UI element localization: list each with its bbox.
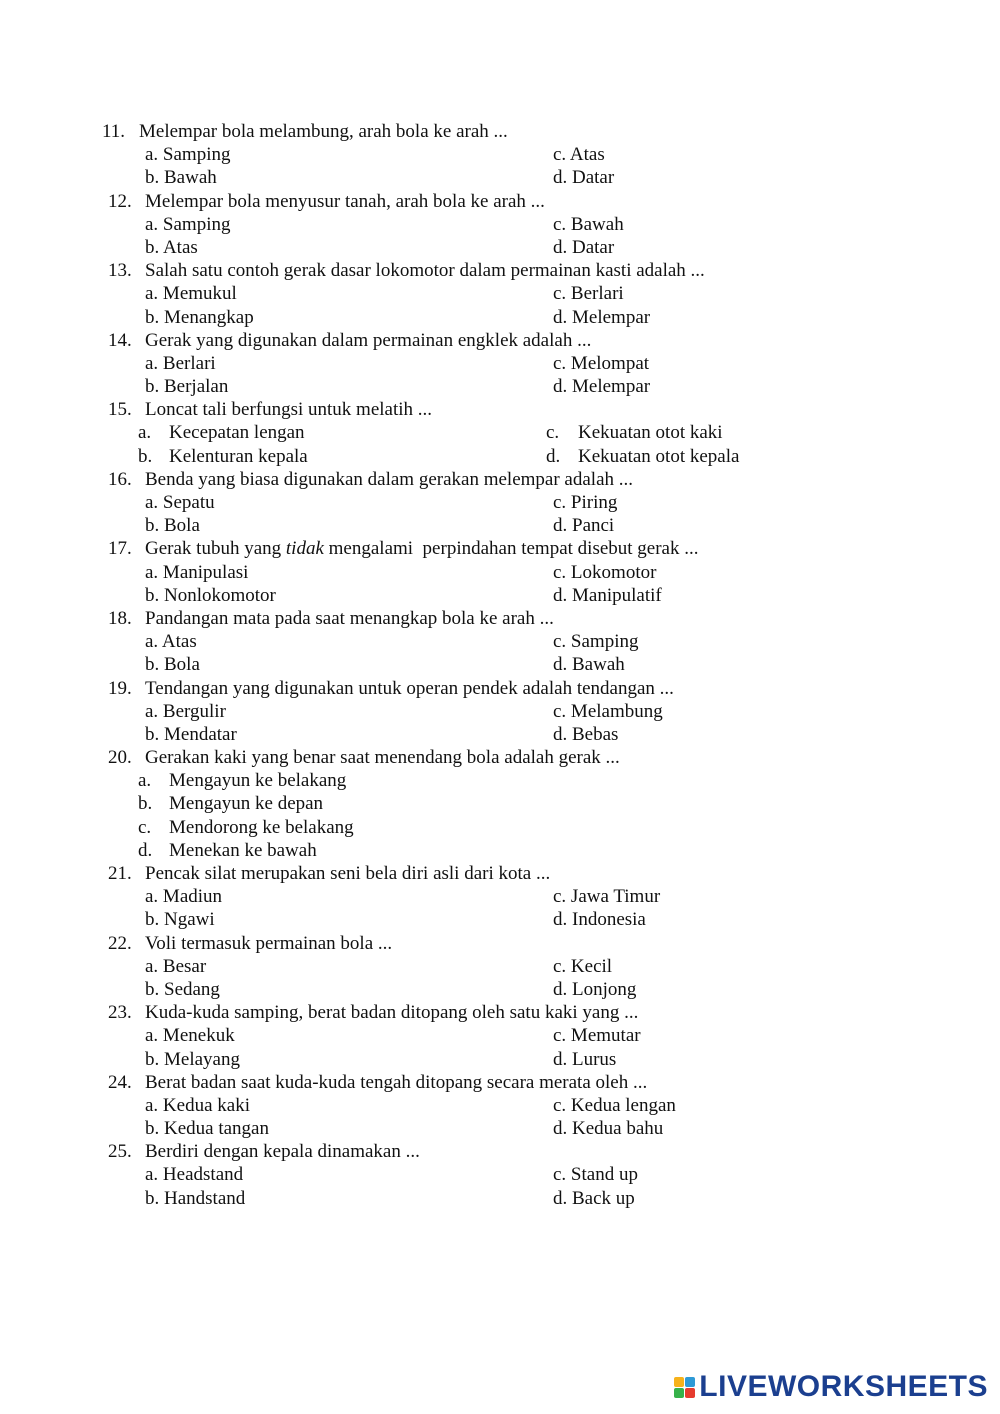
option-a[interactable]: a. Besar xyxy=(145,955,207,977)
option-a[interactable]: a. Memukul xyxy=(145,283,237,305)
option-b[interactable]: b. Nonlokomotor xyxy=(145,584,276,606)
option-c[interactable]: c. Samping xyxy=(553,631,639,653)
option-c[interactable]: c. Lokomotor xyxy=(553,561,657,583)
option-a[interactable]: a. Samping xyxy=(145,144,231,166)
option-text: Mendorong ke belakang xyxy=(169,816,354,838)
question-text: Gerakan kaki yang benar saat menendang bola adalah gerak ... xyxy=(145,747,620,769)
question-number: 18. xyxy=(108,607,132,629)
option-a[interactable]: a. Samping xyxy=(145,213,231,235)
question-text-part: mengalami perpindahan tempat disebut gerak ... xyxy=(323,538,699,560)
question-17 xyxy=(0,537,1000,607)
question-text-part: Gerak tubuh yang xyxy=(145,538,286,560)
option-label: c. xyxy=(546,422,560,444)
option-c[interactable]: c. Stand up xyxy=(553,1164,638,1186)
question-24 xyxy=(0,1071,1000,1141)
option-d[interactable] xyxy=(546,445,739,468)
question-number: 13. xyxy=(108,260,132,282)
option-d[interactable]: d. Panci xyxy=(553,515,615,537)
option-a[interactable]: a. Manipulasi xyxy=(145,561,249,583)
question-22 xyxy=(0,932,1000,1002)
question-20 xyxy=(0,746,1000,862)
question-25 xyxy=(0,1140,1000,1210)
option-d[interactable]: d. Bawah xyxy=(553,654,625,676)
option-label: d. xyxy=(546,445,561,467)
question-text: Pencak silat merupakan seni bela diri asli dari kota ... xyxy=(145,863,551,884)
option-a[interactable]: a. Headstand xyxy=(145,1164,244,1186)
option-b[interactable]: b. Kedua tangan xyxy=(145,1118,269,1140)
option-text: Mengayun ke depan xyxy=(169,793,324,815)
option-c[interactable]: c. Melompat xyxy=(553,352,650,374)
option-b[interactable]: b. Bola xyxy=(145,515,200,537)
option-c[interactable]: c. Kedua lengan xyxy=(553,1094,676,1116)
option-label: b. xyxy=(138,793,153,815)
question-text: Melempar bola menyusur tanah, arah bola ke arah ... xyxy=(145,190,545,212)
brand-text: LIVEWORKSHEETS xyxy=(699,1370,988,1403)
option-label: b. xyxy=(138,445,153,467)
question-15 xyxy=(0,398,1000,468)
option-a[interactable]: a. Madiun xyxy=(145,886,223,908)
question-number: 17. xyxy=(108,538,132,560)
option-c[interactable] xyxy=(546,421,723,444)
question-number: 16. xyxy=(108,468,132,490)
question-number: 20. xyxy=(108,747,132,769)
question-number: 21. xyxy=(108,863,132,884)
question-11 xyxy=(0,120,1000,190)
question-number: 22. xyxy=(108,932,132,954)
question-text: Loncat tali berfungsi untuk melatih ... xyxy=(145,399,433,421)
option-a[interactable]: a. Atas xyxy=(145,631,197,653)
question-text: Berdiri dengan kepala dinamakan ... xyxy=(145,1141,420,1163)
option-d[interactable]: d. Melempar xyxy=(553,376,651,398)
question-number: 25. xyxy=(108,1141,132,1163)
question-text: Benda yang biasa digunakan dalam gerakan melempar adalah ... xyxy=(145,468,633,490)
question-number: 23. xyxy=(108,1002,132,1024)
question-21 xyxy=(0,862,1000,932)
option-b[interactable]: b. Handstand xyxy=(145,1187,246,1209)
question-text: Pandangan mata pada saat menangkap bola ke arah ... xyxy=(145,607,554,629)
option-label: d. xyxy=(138,839,153,861)
question-number: 11. xyxy=(102,121,126,142)
option-d[interactable]: d. Lurus xyxy=(553,1048,617,1070)
option-a[interactable]: a. Bergulir xyxy=(145,700,226,722)
option-c[interactable]: c. Atas xyxy=(553,144,605,166)
option-c[interactable]: c. Berlari xyxy=(553,283,624,305)
option-d[interactable] xyxy=(138,839,317,862)
option-a[interactable] xyxy=(138,769,346,792)
liveworksheets-mark-icon xyxy=(674,1377,695,1398)
question-number: 12. xyxy=(108,190,132,212)
option-c[interactable]: c. Memutar xyxy=(553,1025,641,1047)
worksheet xyxy=(0,120,1000,1210)
option-text: Kecepatan lengan xyxy=(169,422,305,444)
question-14 xyxy=(0,329,1000,399)
question-19 xyxy=(0,677,1000,747)
option-d[interactable]: d. Kedua bahu xyxy=(553,1118,664,1140)
option-text: Kekuatan otot kaki xyxy=(578,422,723,444)
liveworksheets-logo xyxy=(674,1370,988,1404)
option-label: a. xyxy=(138,422,152,444)
question-number: 15. xyxy=(108,399,132,421)
option-b[interactable] xyxy=(138,445,308,468)
option-c[interactable]: c. Kecil xyxy=(553,955,613,977)
question-text-emphasis: tidak xyxy=(285,538,324,560)
option-b[interactable]: b. Ngawi xyxy=(145,909,215,931)
option-c[interactable] xyxy=(138,816,354,839)
question-text: Tendangan yang digunakan untuk operan pendek adalah tendangan ... xyxy=(145,677,674,699)
question-number: 19. xyxy=(108,677,132,699)
option-text: Mengayun ke belakang xyxy=(169,770,347,792)
option-a[interactable] xyxy=(138,421,305,444)
option-d[interactable]: d. Datar xyxy=(553,167,615,189)
option-a[interactable]: a. Kedua kaki xyxy=(145,1094,250,1116)
question-text xyxy=(145,537,699,560)
question-number: 24. xyxy=(108,1071,132,1093)
option-b[interactable]: b. Mendatar xyxy=(145,723,237,745)
option-c[interactable]: c. Melambung xyxy=(553,700,663,722)
option-b[interactable]: b. Berjalan xyxy=(145,376,229,398)
option-text: Kelenturan kepala xyxy=(169,445,308,467)
option-d[interactable]: d. Datar xyxy=(553,236,615,258)
question-12 xyxy=(0,190,1000,260)
option-d[interactable]: d. Indonesia xyxy=(553,909,646,931)
option-a[interactable]: a. Berlari xyxy=(145,352,216,374)
option-label: a. xyxy=(138,770,152,792)
option-b[interactable]: b. Atas xyxy=(145,236,198,258)
option-c[interactable]: c. Piring xyxy=(553,492,618,513)
option-d[interactable]: d. Lonjong xyxy=(553,978,637,1000)
option-a[interactable]: a. Menekuk xyxy=(145,1025,235,1047)
option-b[interactable]: b. Sedang xyxy=(145,978,220,1000)
question-text: Melempar bola melambung, arah bola ke arah ... xyxy=(139,121,508,142)
option-d[interactable]: d. Bebas xyxy=(553,723,619,745)
option-b[interactable]: b. Menangkap xyxy=(145,306,254,328)
question-text: Voli termasuk permainan bola ... xyxy=(145,932,393,954)
option-text: Kekuatan otot kepala xyxy=(578,445,740,467)
option-b[interactable]: b. Bawah xyxy=(145,167,217,189)
question-number: 14. xyxy=(108,329,132,351)
question-18 xyxy=(0,607,1000,677)
option-c[interactable]: c. Bawah xyxy=(553,213,624,235)
question-text: Gerak yang digunakan dalam permainan engklek adalah ... xyxy=(145,329,592,351)
option-a[interactable]: a. Sepatu xyxy=(145,492,215,513)
option-c[interactable]: c. Jawa Timur xyxy=(553,886,661,908)
question-text: Salah satu contoh gerak dasar lokomotor dalam permainan kasti adalah ... xyxy=(145,260,705,282)
option-label: c. xyxy=(138,816,152,838)
option-text: Menekan ke bawah xyxy=(169,839,317,861)
question-16 xyxy=(0,468,1000,538)
option-d[interactable]: d. Back up xyxy=(553,1187,635,1209)
option-b[interactable] xyxy=(138,792,323,815)
option-b[interactable]: b. Bola xyxy=(145,654,200,676)
question-text: Berat badan saat kuda-kuda tengah ditopang secara merata oleh ... xyxy=(145,1071,648,1093)
option-d[interactable]: d. Melempar xyxy=(553,306,651,328)
question-23 xyxy=(0,1001,1000,1071)
question-text: Kuda-kuda samping, berat badan ditopang oleh satu kaki yang ... xyxy=(145,1002,639,1024)
option-b[interactable]: b. Melayang xyxy=(145,1048,240,1070)
option-d[interactable]: d. Manipulatif xyxy=(553,584,662,606)
question-13 xyxy=(0,259,1000,329)
